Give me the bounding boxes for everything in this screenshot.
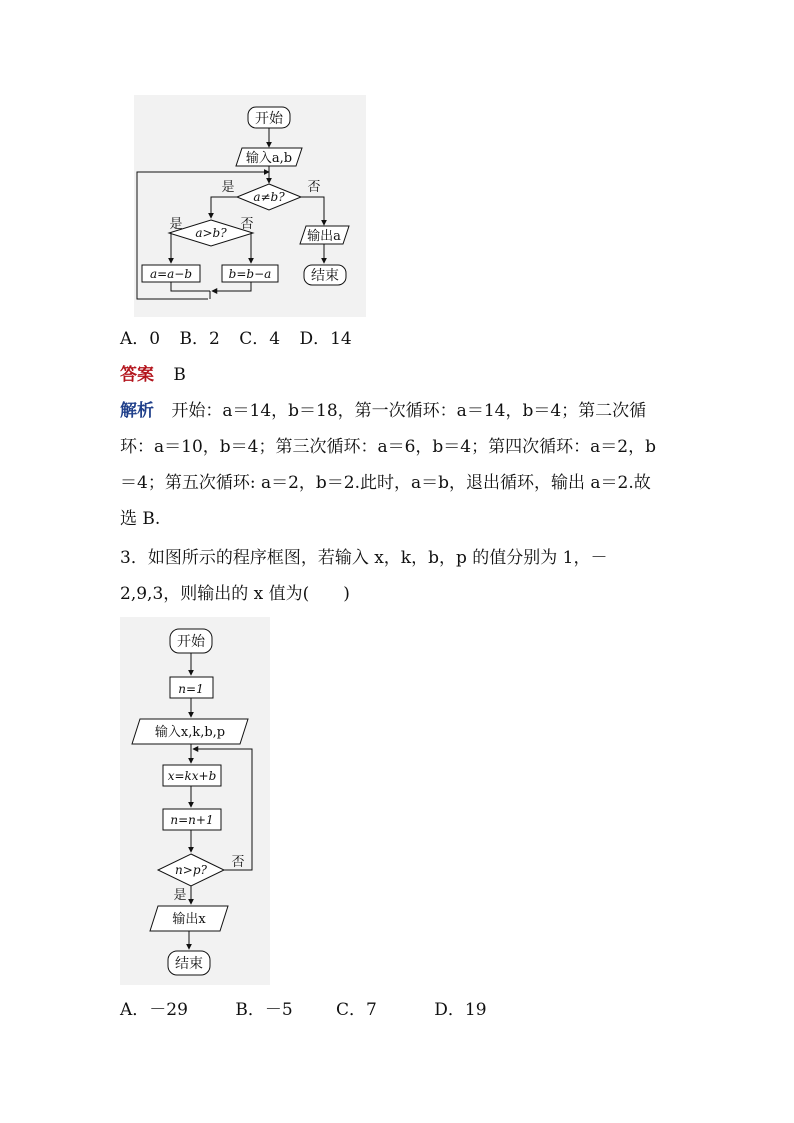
- q3-option-b: B．－5: [235, 1000, 293, 1020]
- q3-stem-line-1: 3．如图所示的程序框图，若输入 x，k，b，p 的值分别为 1，－: [120, 548, 608, 568]
- q2-option-d: D．14: [299, 329, 352, 349]
- input-label: 输入a,b: [245, 151, 293, 166]
- flowchart-2-svg: [120, 617, 270, 985]
- yes-label-2: 是: [169, 217, 183, 232]
- q2-options: [120, 321, 352, 357]
- assign-a-label: a=a−b: [149, 267, 193, 281]
- output-label-2: 输出x: [172, 912, 206, 927]
- flowchart-2: [120, 617, 270, 985]
- cond-neq-label: a≠b?: [253, 190, 285, 204]
- input-label-2: 输入x,k,b,p: [154, 725, 226, 740]
- q2-option-c: C．4: [239, 329, 281, 349]
- no-label-3: 否: [231, 855, 245, 870]
- q3-options: [120, 992, 487, 1028]
- end-label: 结束: [311, 268, 339, 284]
- cond-gt-label: a>b?: [195, 226, 227, 240]
- flowchart-1: [134, 95, 366, 317]
- init-label: n=1: [178, 682, 204, 696]
- end-label-2: 结束: [175, 956, 203, 972]
- no-label-1: 否: [307, 180, 321, 195]
- answer-value: B: [173, 365, 186, 385]
- no-label-2: 否: [240, 217, 254, 232]
- analysis-label: 解析: [120, 401, 154, 421]
- yes-label-1: 是: [221, 180, 235, 195]
- analysis-text-1: 开始：a＝14，b＝18，第一次循环：a＝14，b＝4；第二次循: [171, 401, 647, 421]
- start-label-2: 开始: [177, 634, 205, 650]
- output-label: 输出a: [307, 229, 341, 244]
- assign-n-label: n=n+1: [170, 813, 214, 827]
- q2-answer: [120, 357, 186, 393]
- start-label: 开始: [255, 111, 283, 127]
- q2-option-b: B．2: [179, 329, 220, 349]
- answer-label: 答案: [120, 365, 154, 385]
- cond-label-2: n>p?: [175, 863, 207, 877]
- q3-stem-line-2: 2,9,3，则输出的 x 值为( ): [120, 584, 350, 604]
- q2-analysis-line-1: [120, 393, 646, 429]
- assign-x-label: x=kx+b: [167, 769, 217, 783]
- q2-option-a: A．0: [120, 329, 161, 349]
- q2-analysis-line-3: ＝4；第五次循环: a＝2，b＝2.此时，a＝b，退出循环，输出 a＝2.故: [120, 473, 651, 493]
- flowchart-1-svg: [134, 95, 366, 317]
- q3-option-c: C．7: [336, 1000, 377, 1020]
- q3-option-a: A．－29: [120, 1000, 188, 1020]
- q2-analysis-line-2: 环：a＝10，b＝4；第三次循环：a＝6，b＝4；第四次循环：a＝2，b: [120, 437, 656, 457]
- q2-analysis-line-4: 选 B.: [120, 509, 161, 529]
- q3-option-d: D．19: [434, 1000, 487, 1020]
- yes-label-3: 是: [173, 888, 187, 903]
- assign-b-label: b=b−a: [228, 267, 272, 281]
